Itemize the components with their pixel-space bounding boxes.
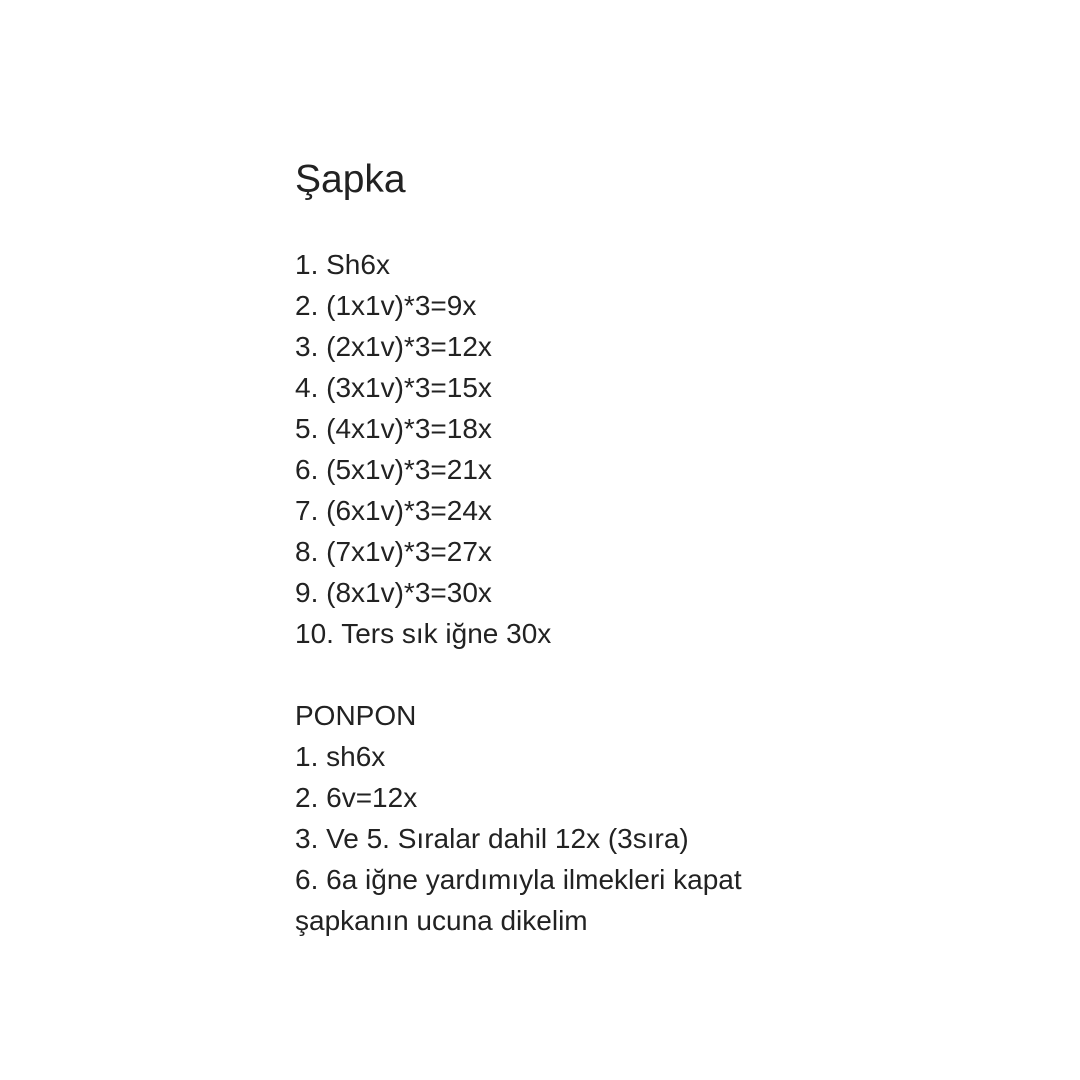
- sapka-step-3: 3. (2x1v)*3=12x: [295, 331, 492, 362]
- sapka-step-10: 10. Ters sık iğne 30x: [295, 618, 552, 649]
- sapka-step-4: 4. (3x1v)*3=15x: [295, 372, 492, 403]
- ponpon-step-3: 3. Ve 5. Sıralar dahil 12x (3sıra): [295, 823, 689, 854]
- ponpon-step-6-continuation: şapkanın ucuna dikelim: [295, 905, 588, 936]
- sapka-step-5: 5. (4x1v)*3=18x: [295, 413, 492, 444]
- sapka-step-6: 6. (5x1v)*3=21x: [295, 454, 492, 485]
- ponpon-step-6: 6. 6a iğne yardımıyla ilmekleri kapat: [295, 864, 742, 895]
- sapka-step-9: 9. (8x1v)*3=30x: [295, 577, 492, 608]
- page-title: Şapka: [295, 158, 406, 201]
- pattern-document: [295, 152, 1015, 941]
- sapka-step-8: 8. (7x1v)*3=27x: [295, 536, 492, 567]
- ponpon-heading: PONPON: [295, 700, 417, 731]
- sapka-step-7: 7. (6x1v)*3=24x: [295, 495, 492, 526]
- ponpon-steps-list: [295, 736, 1015, 941]
- sapka-step-2: 2. (1x1v)*3=9x: [295, 290, 477, 321]
- ponpon-step-2: 2. 6v=12x: [295, 782, 418, 813]
- sapka-step-1: 1. Sh6x: [295, 249, 390, 280]
- ponpon-step-1: 1. sh6x: [295, 741, 386, 772]
- sapka-steps-list: [295, 244, 1015, 654]
